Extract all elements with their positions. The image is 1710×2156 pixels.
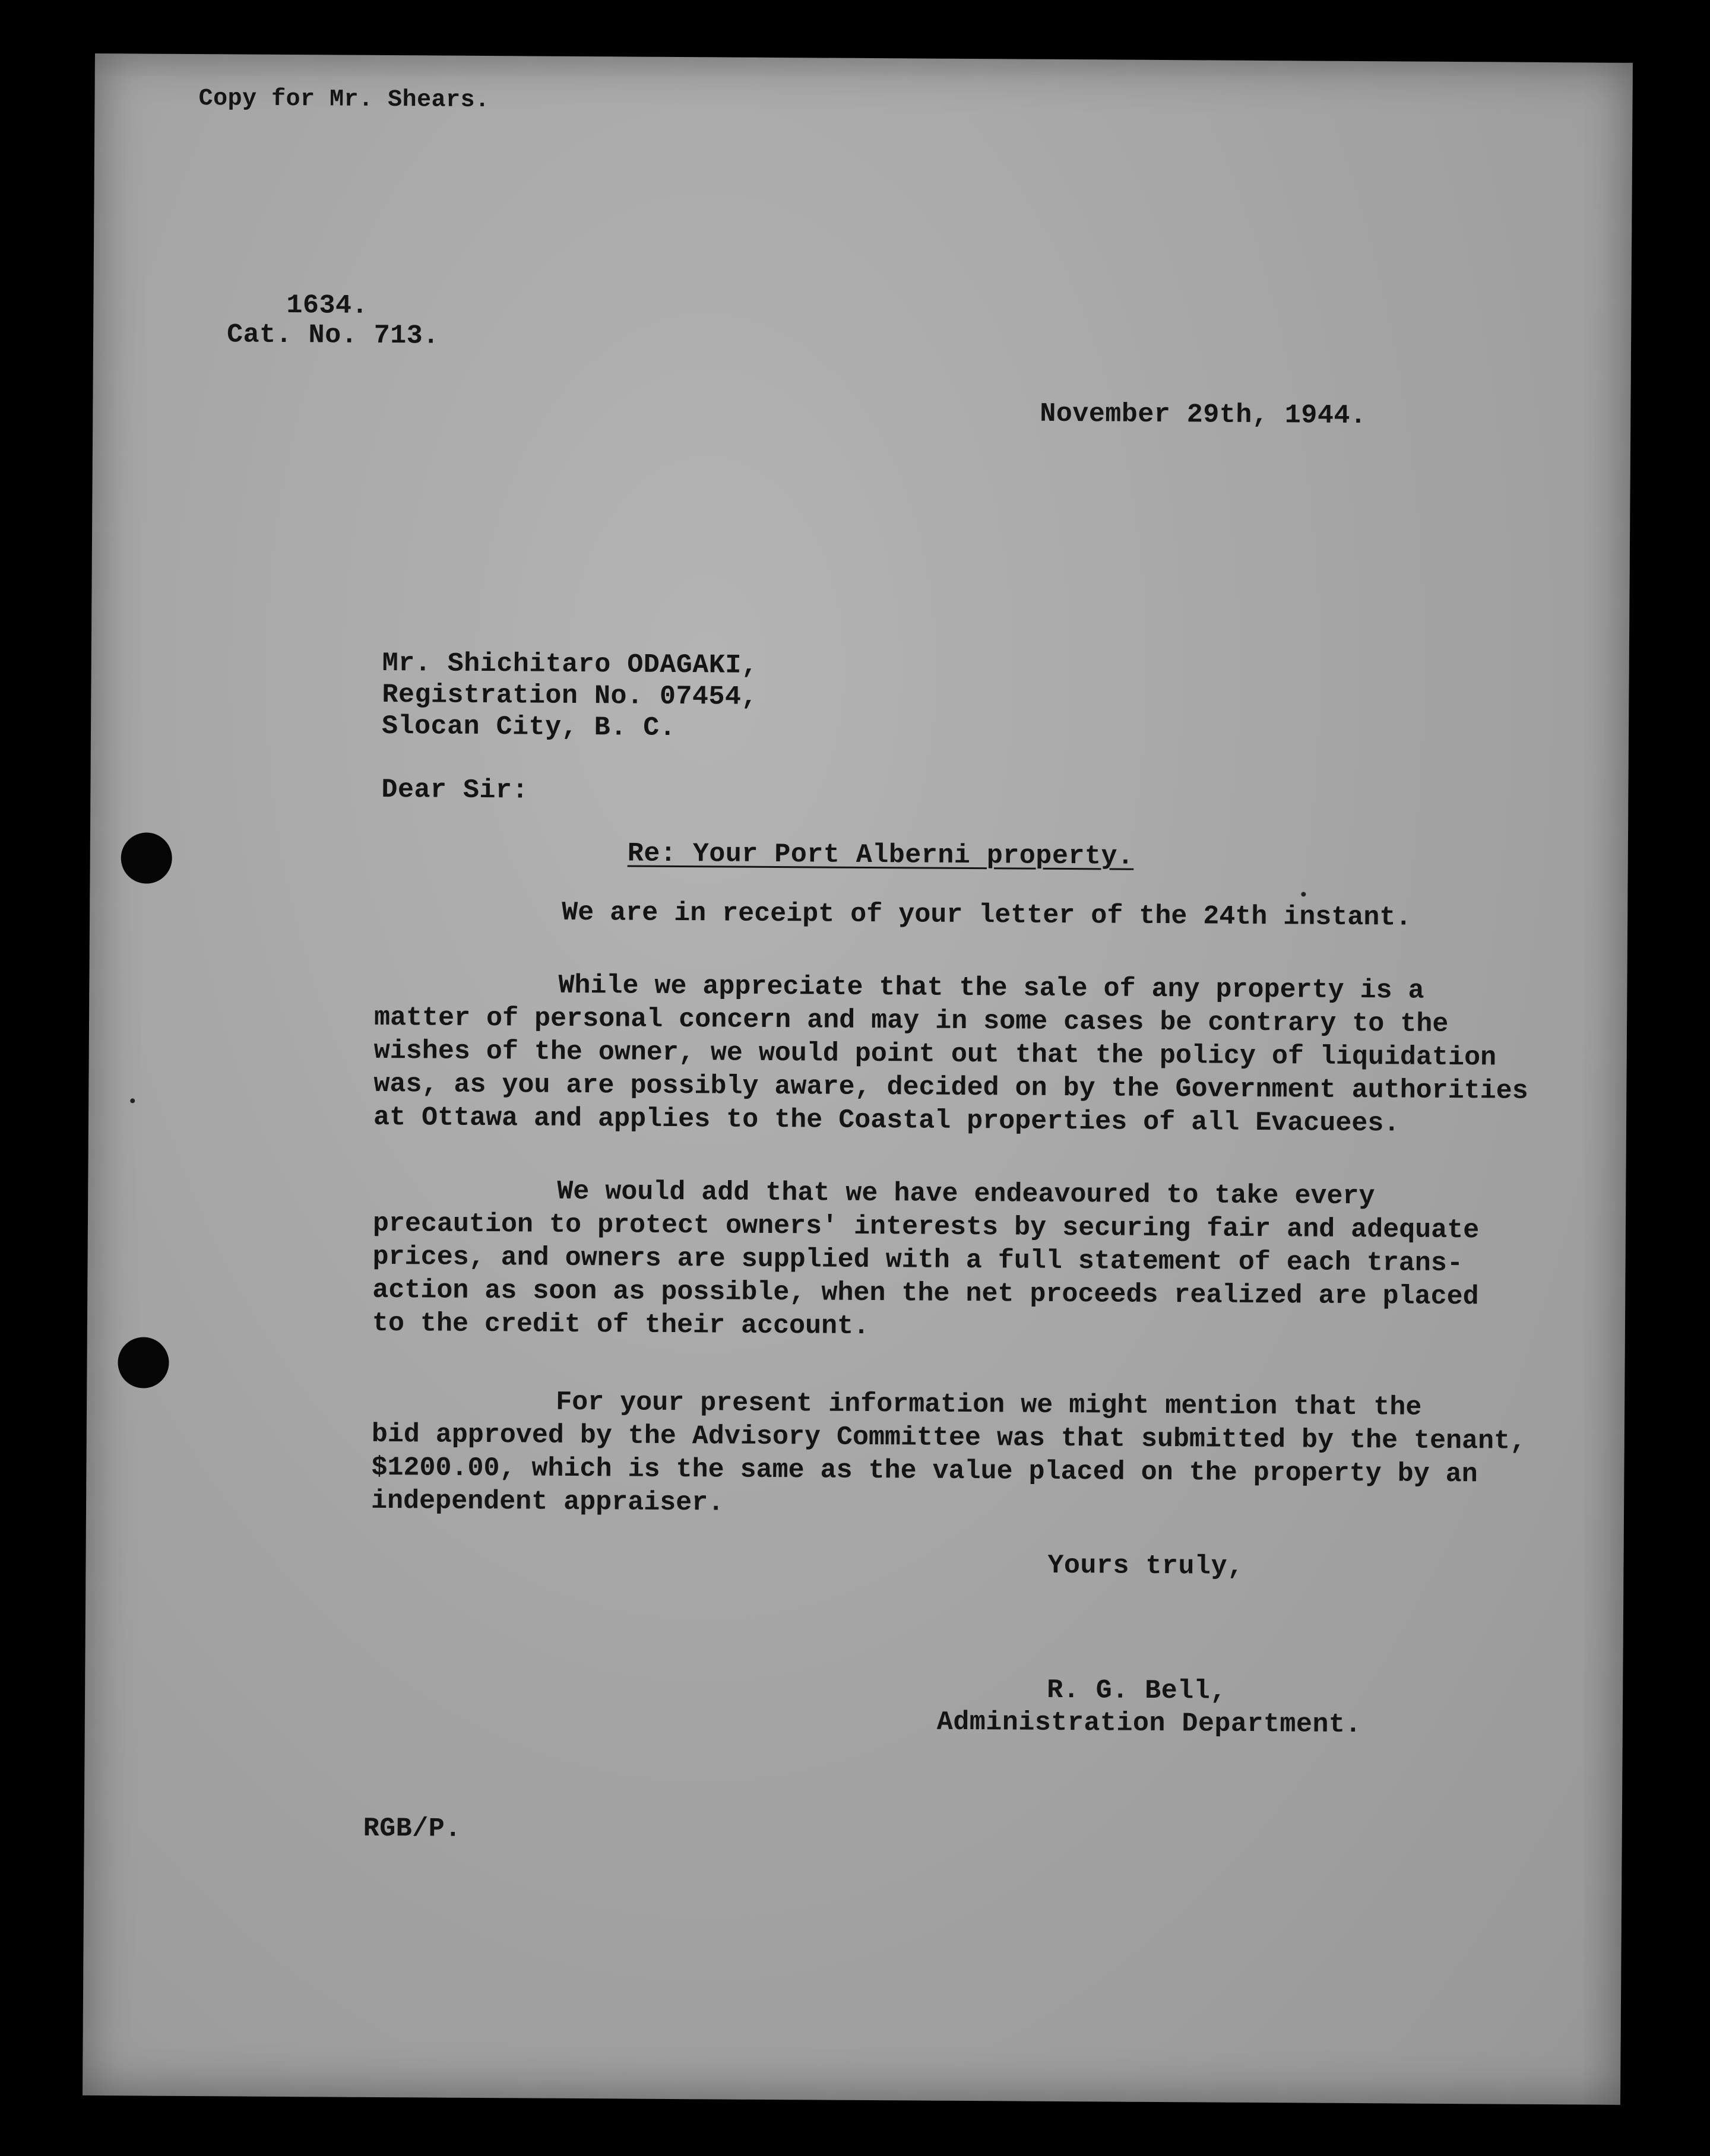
signature-department: Administration Department.: [936, 1707, 1362, 1740]
paragraph-line: prices, and owners are supplied with a full statement of each trans-: [372, 1241, 1464, 1279]
closing: Yours truly,: [1047, 1550, 1244, 1582]
paragraph-line: We are in receipt of your letter of the 24th instant.: [562, 897, 1412, 933]
copy-note: Copy for Mr. Shears.: [198, 85, 490, 115]
paragraph-line: at Ottawa and applies to the Coastal properties of all Evacuees.: [373, 1102, 1400, 1139]
recipient-registration: Registration No. 07454,: [382, 679, 758, 712]
paragraph-line: For your present information we might mention that the: [555, 1387, 1422, 1423]
letter-date: November 29th, 1944.: [1040, 398, 1367, 432]
paragraph-line: to the credit of their account.: [372, 1308, 870, 1342]
paragraph-line: While we appreciate that the sale of any property is a: [558, 970, 1424, 1006]
paragraph-line: wishes of the owner, we would point out that the policy of liquidation: [373, 1035, 1497, 1073]
file-number: 1634.: [286, 290, 369, 321]
recipient-location: Slocan City, B. C.: [381, 711, 676, 743]
signature-name: R. G. Bell,: [1047, 1675, 1227, 1707]
speck: [1301, 892, 1306, 896]
paragraph-line: independent appraiser.: [370, 1485, 724, 1518]
paragraph-line: precaution to protect owners' interests by securing fair and adequate: [372, 1208, 1480, 1246]
paragraph-line: matter of personal concern and may in some cases be contrary to the: [373, 1002, 1449, 1039]
paragraph-4: [370, 1385, 1527, 1525]
punch-hole-bottom: [118, 1337, 169, 1388]
speck: [130, 1098, 135, 1103]
typist-initials: RGB/P.: [363, 1813, 461, 1844]
paragraph-line: action as soon as possible, when the net proceeds realized are placed: [372, 1274, 1479, 1312]
paragraph-1: [562, 896, 1690, 937]
punch-hole-top: [121, 832, 172, 884]
paragraph-line: We would add that we have endeavoured to take every: [557, 1176, 1375, 1212]
recipient-name: Mr. Shichitaro ODAGAKI,: [382, 648, 758, 681]
paragraph-3: [372, 1174, 1502, 1348]
salutation: Dear Sir:: [381, 774, 529, 806]
paragraph-line: bid approved by the Advisory Committee was that submitted by the tenant,: [371, 1419, 1527, 1457]
paragraph-line: was, as you are possibly aware, decided on by the Government authorities: [373, 1069, 1528, 1106]
letter-page: [83, 53, 1633, 2105]
paragraph-line: $1200.00, which is the same as the value placed on the property by an: [371, 1452, 1478, 1490]
paragraph-2: [373, 968, 1528, 1142]
subject-line: Re: Your Port Alberni property.: [627, 838, 1134, 872]
catalog-number: Cat. No. 713.: [226, 319, 439, 351]
